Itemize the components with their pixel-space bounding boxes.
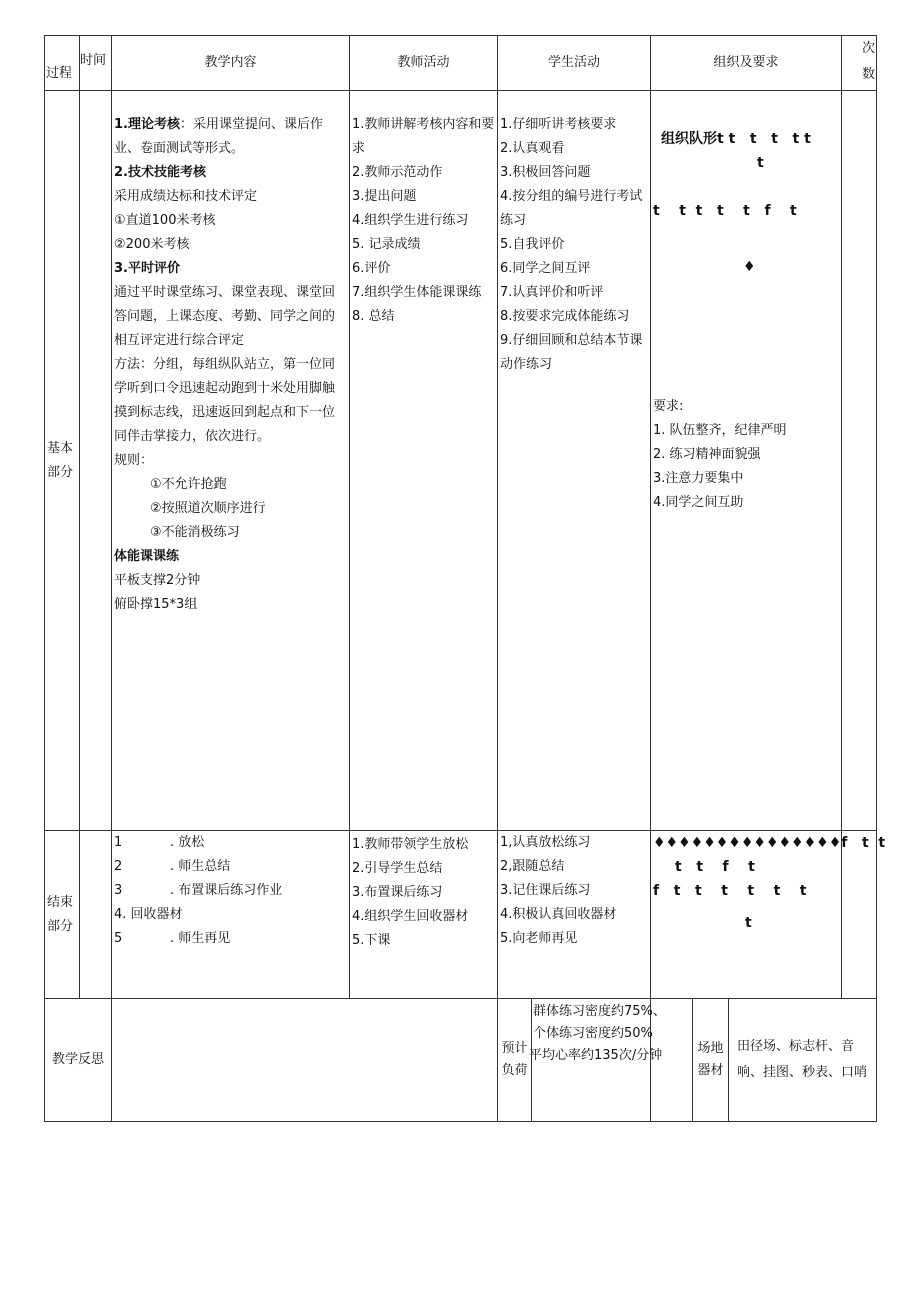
formation-row-3: t t t t t f t (653, 203, 797, 219)
footer-row (45, 999, 877, 1122)
formation-row-1 (653, 127, 839, 151)
end-teacher-item: 4.组织学生回收器材 (352, 909, 469, 924)
basic-row (45, 91, 877, 831)
basic-teacher-item: 2.教师示范动作 (352, 165, 443, 180)
basic-content-fitness-title: 体能课课练 (114, 549, 180, 564)
basic-student-item: 2.认真观看 (500, 141, 565, 156)
header-count-line1: 次 (862, 41, 876, 56)
basic-content-rule-3: ③不能消极练习 (150, 525, 240, 540)
basic-student-item: 6.同学之间互评 (500, 261, 591, 276)
load-label-text: 预计负荷 (501, 1041, 528, 1078)
reflection-label: 教学反思 (45, 999, 112, 1122)
end-student (498, 831, 651, 999)
basic-teacher-item: 5. 记录成绩 (352, 237, 421, 252)
basic-student-item: 8.按要求完成体能练习 (500, 309, 630, 324)
end-formation-row-1: ♦♦♦♦♦♦♦♦♦♦♦♦♦♦♦f t t (653, 835, 886, 851)
basic-content-rules: 规则： (114, 453, 154, 468)
end-content-item: 1 . 放松 (114, 835, 205, 850)
basic-content-daily-desc: 通过平时课堂练习、课堂表现、课堂回答问题，上课态度、考勤、同学之间的相互评定进行综合评定 (114, 285, 336, 348)
requirements-title: 要求: (653, 399, 684, 414)
end-student-item: 3.记住课后练习 (500, 883, 591, 898)
formation-row-4: ♦ (743, 259, 756, 275)
end-student-item: 1,认真放松练习 (500, 835, 591, 850)
formation-label: 组织队形 (661, 131, 717, 147)
end-label (45, 831, 80, 999)
basic-count (842, 91, 877, 831)
header-teacher: 教师活动 (350, 36, 498, 91)
basic-teacher-item: 8. 总结 (352, 309, 395, 324)
basic-teacher-item: 4.组织学生进行练习 (352, 213, 469, 228)
end-student-item: 5.向老师再见 (500, 931, 578, 946)
basic-content-theory (114, 113, 347, 161)
basic-label-line2: 部分 (47, 464, 74, 480)
load-line: 群体练习密度约75%、 (533, 1004, 666, 1019)
venue-label-text: 场地器材 (697, 1041, 724, 1078)
basic-content (112, 91, 350, 831)
header-organization: 组织及要求 (651, 36, 842, 91)
basic-content-100m: ①直道100米考核 (114, 213, 216, 228)
basic-teacher-item: 6.评价 (352, 261, 391, 276)
formation-marks-1: t t t t t t (717, 131, 811, 147)
basic-teacher-item: 7.组织学生体能课课练 (352, 285, 482, 300)
end-row (45, 831, 877, 999)
basic-student-item: 3.积极回答问题 (500, 165, 591, 180)
basic-content-200m: ②200米考核 (114, 237, 190, 252)
requirement-item: 1. 队伍整齐，纪律严明 (653, 423, 787, 438)
basic-content-rule-2: ②按照道次顺序进行 (150, 501, 266, 516)
load-label (498, 999, 532, 1121)
end-formation-row-3: f t t t t t t (653, 883, 807, 899)
end-content-item: 4. 回收器材 (114, 907, 183, 922)
end-time (80, 831, 112, 999)
formation-spacer (653, 279, 839, 395)
end-organization (651, 831, 886, 999)
end-teacher-item: 2.引导学生总结 (352, 861, 443, 876)
end-formation-row-2: t t f t (675, 859, 755, 875)
header-count (842, 36, 877, 91)
basic-student-item: 7.认真评价和听评 (500, 285, 604, 300)
basic-content-pushup: 俯卧撑15*3组 (114, 597, 198, 612)
end-formation-row-4: t (745, 915, 752, 931)
basic-organization (651, 91, 842, 831)
basic-content-skill-title: 2.技术技能考核 (114, 165, 206, 180)
end-teacher-item: 5.下课 (352, 933, 391, 948)
basic-teacher (350, 91, 498, 831)
end-count (842, 831, 877, 999)
end-content (112, 831, 350, 999)
basic-teacher-item: 1.教师讲解考核内容和要求 (352, 117, 495, 156)
end-label-line1: 结束 (47, 894, 74, 910)
basic-label (45, 91, 80, 831)
end-label-line2: 部分 (47, 918, 74, 934)
end-content-item: 3 . 布置课后练习作业 (114, 883, 283, 898)
venue-value: 田径场、标志杆、音响、挂图、秒表、口哨 (729, 999, 877, 1122)
end-student-item: 2,跟随总结 (500, 859, 565, 874)
basic-content-daily-title: 3.平时评价 (114, 261, 180, 276)
end-teacher-item: 3.布置课后练习 (352, 885, 443, 900)
requirement-item: 2. 练习精神面貌强 (653, 447, 761, 462)
header-row (45, 36, 877, 91)
requirement-item: 4.同学之间互助 (653, 495, 744, 510)
header-content: 教学内容 (112, 36, 350, 91)
basic-label-line1: 基本 (47, 440, 74, 456)
basic-teacher-item: 3.提出问题 (352, 189, 417, 204)
formation-row-2: t (757, 155, 764, 171)
basic-content-plank: 平板支撑2分钟 (114, 573, 201, 588)
header-student: 学生活动 (498, 36, 651, 91)
theory-title: 1.理论考核 (114, 117, 180, 132)
basic-content-skill-method: 采用成绩达标和技术评定 (114, 189, 258, 204)
end-teacher (350, 831, 498, 999)
load-line: 平均心率约135次/分钟 (529, 1048, 663, 1063)
basic-time (80, 91, 112, 831)
header-process: 过程 (45, 36, 80, 91)
basic-student-item: 1.仔细听讲考核要求 (500, 117, 617, 132)
reflection-content (112, 999, 498, 1122)
header-count-line2: 数 (862, 67, 876, 82)
basic-content-rule-1: ①不允许抢跑 (150, 477, 227, 492)
basic-student-item: 4.按分组的编号进行考试练习 (500, 189, 643, 228)
basic-student-item: 9.仔细回顾和总结本节课动作练习 (500, 333, 643, 372)
requirement-item: 3.注意力要集中 (653, 471, 744, 486)
venue-label (693, 999, 729, 1122)
basic-student-item: 5.自我评价 (500, 237, 565, 252)
load-line: 个体练习密度约50% (533, 1026, 653, 1041)
basic-content-method: 方法：分组，每组纵队站立，第一位同学听到口令迅速起动跑到十米处用脚触摸到标志线，迅速返回到起点和下一位同伴击掌接力，依次进行。 (114, 357, 336, 444)
header-time: 时间 (80, 36, 112, 91)
end-teacher-item: 1.教师带领学生放松 (352, 837, 469, 852)
lesson-plan-table (44, 35, 886, 1122)
basic-student (498, 91, 651, 831)
end-content-item: 2 . 师生总结 (114, 859, 231, 874)
theory-rest: ：采用课堂提问、课后作业、卷面测试等形式。 (114, 117, 323, 156)
end-content-item: 5 . 师生再见 (114, 931, 231, 946)
end-student-item: 4.积极认真回收器材 (500, 907, 617, 922)
